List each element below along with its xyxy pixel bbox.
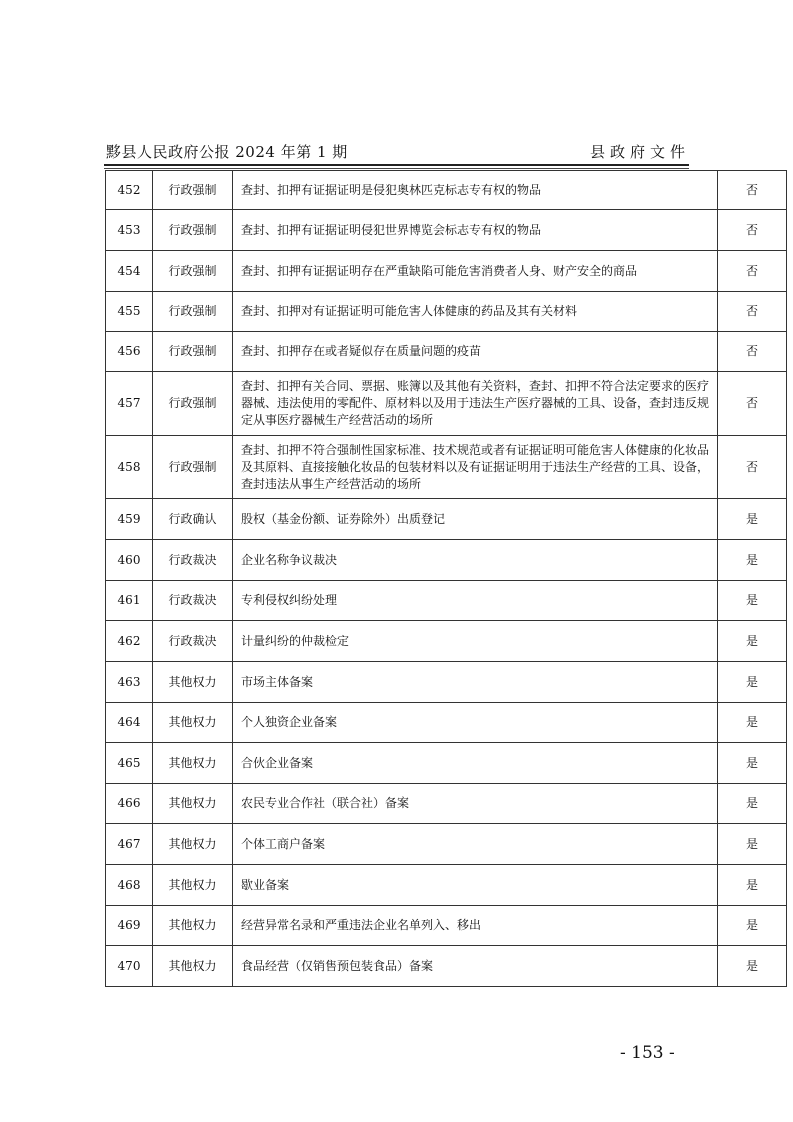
yes-no-flag: 是 [718, 703, 787, 743]
header-rule-thin [104, 168, 689, 169]
table-row [106, 906, 787, 946]
table-row [106, 946, 787, 987]
power-item-name: 查封、扣押存在或者疑似存在质量问题的疫苗 [233, 332, 718, 372]
power-type: 行政强制 [153, 292, 233, 332]
power-item-name: 查封、扣押有证据证明是侵犯奥林匹克标志专有权的物品 [233, 171, 718, 210]
item-number: 452 [106, 171, 153, 210]
power-type: 其他权力 [153, 946, 233, 987]
table-row [106, 784, 787, 824]
item-number: 464 [106, 703, 153, 743]
item-number: 457 [106, 372, 153, 436]
table-row [106, 251, 787, 292]
yes-no-flag: 是 [718, 540, 787, 581]
table-body [106, 171, 787, 987]
item-number: 470 [106, 946, 153, 987]
item-number: 468 [106, 865, 153, 906]
power-type: 其他权力 [153, 824, 233, 865]
power-type: 行政裁决 [153, 581, 233, 621]
item-number: 458 [106, 436, 153, 499]
power-type: 行政确认 [153, 499, 233, 540]
table-row [106, 499, 787, 540]
running-header [106, 141, 690, 165]
power-item-name: 经营异常名录和严重违法企业名单列入、移出 [233, 906, 718, 946]
power-type: 行政裁决 [153, 540, 233, 581]
item-number: 469 [106, 906, 153, 946]
table-row [106, 824, 787, 865]
table-row [106, 171, 787, 210]
section-title: 县政府文件 [589, 143, 690, 161]
yes-no-flag: 是 [718, 499, 787, 540]
item-number: 453 [106, 210, 153, 251]
power-type: 行政强制 [153, 210, 233, 251]
yes-no-flag: 是 [718, 784, 787, 824]
item-number: 460 [106, 540, 153, 581]
power-type: 行政裁决 [153, 621, 233, 662]
table-row [106, 662, 787, 703]
yes-no-flag: 否 [718, 210, 787, 251]
item-number: 454 [106, 251, 153, 292]
power-item-name: 农民专业合作社（联合社）备案 [233, 784, 718, 824]
yes-no-flag: 否 [718, 372, 787, 436]
yes-no-flag: 否 [718, 436, 787, 499]
power-item-name: 计量纠纷的仲裁检定 [233, 621, 718, 662]
power-item-name: 股权（基金份额、证券除外）出质登记 [233, 499, 718, 540]
power-type: 其他权力 [153, 865, 233, 906]
item-number: 461 [106, 581, 153, 621]
yes-no-flag: 是 [718, 662, 787, 703]
table-row [106, 292, 787, 332]
table-row [106, 332, 787, 372]
table-row [106, 581, 787, 621]
power-item-name: 查封、扣押有关合同、票据、账簿以及其他有关资料，查封、扣押不符合法定要求的医疗器械、违法使用的零配件、原材料以及用于违法生产医疗器械的工具、设备，查封违反规定从事医疗器械生产经营活动的场所 [233, 372, 718, 436]
power-type: 行政强制 [153, 436, 233, 499]
item-number: 467 [106, 824, 153, 865]
power-type: 其他权力 [153, 906, 233, 946]
yes-no-flag: 否 [718, 292, 787, 332]
power-type: 其他权力 [153, 703, 233, 743]
power-type: 行政强制 [153, 171, 233, 210]
page-number: - 153 - [620, 1043, 675, 1063]
power-item-name: 查封、扣押有证据证明侵犯世界博览会标志专有权的物品 [233, 210, 718, 251]
table-row [106, 621, 787, 662]
item-number: 466 [106, 784, 153, 824]
table-row [106, 210, 787, 251]
item-number: 459 [106, 499, 153, 540]
yes-no-flag: 是 [718, 743, 787, 784]
yes-no-flag: 是 [718, 581, 787, 621]
power-type: 其他权力 [153, 662, 233, 703]
item-number: 462 [106, 621, 153, 662]
power-type: 行政强制 [153, 332, 233, 372]
item-number: 456 [106, 332, 153, 372]
header-rule-thick [104, 164, 689, 166]
power-type: 行政强制 [153, 372, 233, 436]
table-row [106, 865, 787, 906]
bulletin-title: 黟县人民政府公报 2024 年第 1 期 [106, 143, 348, 161]
yes-no-flag: 是 [718, 946, 787, 987]
power-item-name: 食品经营（仅销售预包装食品）备案 [233, 946, 718, 987]
power-item-name: 查封、扣押有证据证明存在严重缺陷可能危害消费者人身、财产安全的商品 [233, 251, 718, 292]
power-item-name: 个人独资企业备案 [233, 703, 718, 743]
yes-no-flag: 否 [718, 332, 787, 372]
power-item-name: 个体工商户备案 [233, 824, 718, 865]
power-item-name: 歇业备案 [233, 865, 718, 906]
item-number: 465 [106, 743, 153, 784]
table-row [106, 743, 787, 784]
power-type: 其他权力 [153, 743, 233, 784]
item-number: 463 [106, 662, 153, 703]
power-type: 其他权力 [153, 784, 233, 824]
table-row [106, 703, 787, 743]
power-item-name: 查封、扣押对有证据证明可能危害人体健康的药品及其有关材料 [233, 292, 718, 332]
power-item-name: 合伙企业备案 [233, 743, 718, 784]
table-row [106, 436, 787, 499]
table-row [106, 372, 787, 436]
power-item-name: 企业名称争议裁决 [233, 540, 718, 581]
yes-no-flag: 是 [718, 824, 787, 865]
yes-no-flag: 否 [718, 171, 787, 210]
item-number: 455 [106, 292, 153, 332]
power-item-name: 市场主体备案 [233, 662, 718, 703]
power-list-table [105, 170, 787, 987]
yes-no-flag: 否 [718, 251, 787, 292]
yes-no-flag: 是 [718, 865, 787, 906]
yes-no-flag: 是 [718, 621, 787, 662]
yes-no-flag: 是 [718, 906, 787, 946]
table-row [106, 540, 787, 581]
power-item-name: 查封、扣押不符合强制性国家标准、技术规范或者有证据证明可能危害人体健康的化妆品及其原料、直接接触化妆品的包装材料以及有证据证明用于违法生产经营的工具、设备，查封违法从事生产经营活动的场所 [233, 436, 718, 499]
power-type: 行政强制 [153, 251, 233, 292]
power-item-name: 专利侵权纠纷处理 [233, 581, 718, 621]
